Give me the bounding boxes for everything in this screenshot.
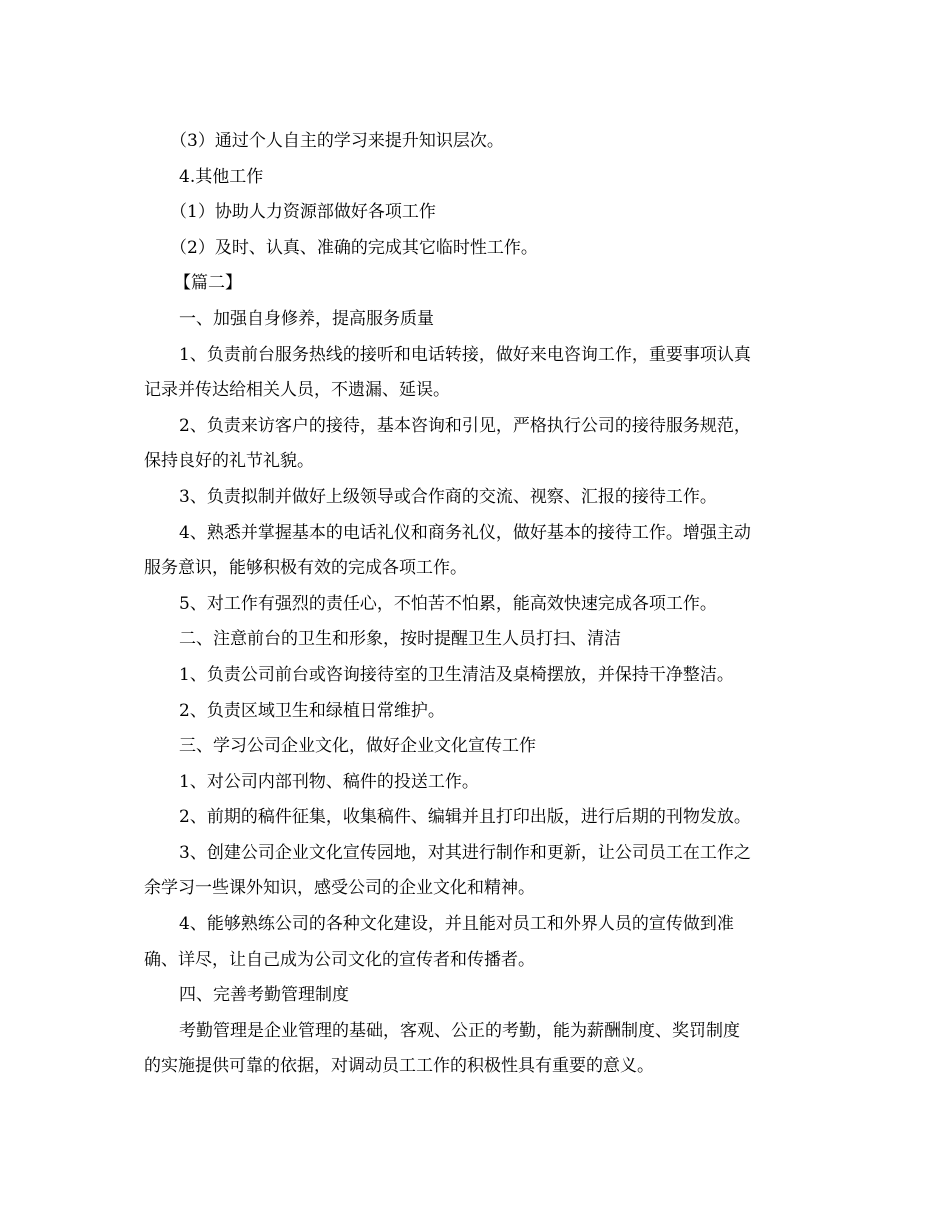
- text-line: 2、前期的稿件征集，收集稿件、编辑并且打印出版，进行后期的刊物发放。: [179, 807, 751, 828]
- text-line: 2、负责来访客户的接待，基本咨询和引见，严格执行公司的接待服务规范，: [179, 415, 751, 436]
- text-line: （3）通过个人自主的学习来提升知识层次。: [170, 131, 504, 151]
- section-heading: 一、加强自身修养，提高服务质量: [179, 308, 434, 329]
- text-line: 4.其他工作: [179, 166, 264, 187]
- text-line: 记录并传达给相关人员，不遗漏、延误。: [144, 380, 450, 401]
- text-line: 3、创建公司企业文化宣传园地，对其进行制作和更新，让公司员工在工作之: [179, 842, 751, 863]
- section-heading: 二、注意前台的卫生和形象，按时提醒卫生人员打扫、清洁: [179, 629, 621, 650]
- text-line: 余学习一些课外知识，感受公司的企业文化和精神。: [144, 878, 535, 899]
- text-line: 2、负责区域卫生和绿植日常维护。: [179, 700, 445, 721]
- section-heading: 【篇二】: [174, 273, 242, 294]
- text-line: 考勤管理是企业管理的基础，客观、公正的考勤，能为薪酬制度、奖罚制度: [179, 1020, 740, 1041]
- text-line: 5、对工作有强烈的责任心，不怕苦不怕累，能高效快速完成各项工作。: [179, 593, 717, 614]
- text-line: （1）协助人力资源部做好各项工作: [170, 202, 436, 223]
- text-line: 的实施提供可靠的依据，对调动员工工作的积极性具有重要的意义。: [144, 1056, 654, 1077]
- text-line: 确、详尽，让自己成为公司文化的宣传者和传播者。: [144, 949, 535, 970]
- text-line: 保持良好的礼节礼貌。: [144, 451, 314, 472]
- text-line: 4、熟悉并掌握基本的电话礼仪和商务礼仪，做好基本的接待工作。增强主动: [179, 522, 751, 543]
- text-line: 4、能够熟练公司的各种文化建设，并且能对员工和外界人员的宣传做到准: [179, 914, 734, 935]
- text-line: 服务意识，能够积极有效的完成各项工作。: [144, 558, 467, 579]
- document-body: [144, 124, 812, 1085]
- section-heading: 四、完善考勤管理制度: [179, 985, 349, 1006]
- text-line: 3、负责拟制并做好上级领导或合作商的交流、视察、汇报的接待工作。: [179, 486, 717, 507]
- text-line: 1、对公司内部刊物、稿件的投送工作。: [179, 771, 479, 792]
- text-line: （2）及时、认真、准确的完成其它临时性工作。: [170, 237, 538, 258]
- text-line: 1、负责公司前台或咨询接待室的卫生清洁及桌椅摆放，并保持干净整洁。: [179, 664, 734, 685]
- text-line: 1、负责前台服务热线的接听和电话转接，做好来电咨询工作，重要事项认真: [179, 344, 751, 365]
- section-heading: 三、学习公司企业文化，做好企业文化宣传工作: [179, 736, 536, 757]
